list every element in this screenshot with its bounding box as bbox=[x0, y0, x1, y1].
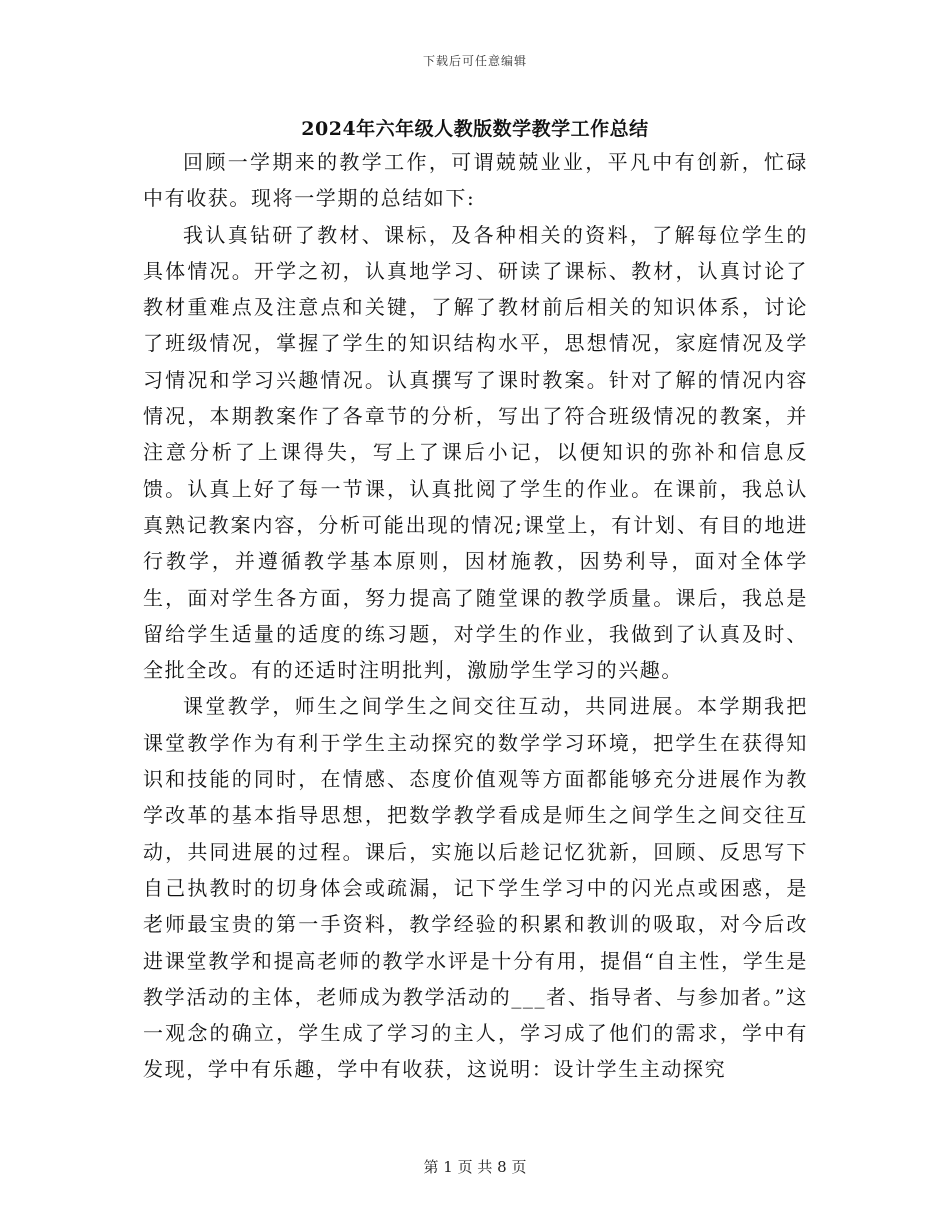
paragraph-classroom: 课堂教学，师生之间学生之间交往互动，共同进展。本学期我把课堂教学作为有利于学生主动探究的数学学习环境，把学生在获得知识和技能的同时，在情感、态度价值观等方面都能够充分进展作为教学改革的基本指导思想，把数学教学看成是师生之间学生之间交往互动，共同进展的过程。课后，实施以后趁记忆犹新，回顾、反思写下自己执教时的切身体会或疏漏，记下学生学习中的闪光点或困惑，是老师最宝贵的第一手资料，教学经验的积累和教训的吸取，对今后改进课堂教学和提高老师的教学水评是十分有用，提倡“自主性，学生是教学活动的主体，老师成为教学活动的___者、指导者、与参加者。”这一观念的确立，学生成了学习的主人，学习成了他们的需求，学中有发现，学中有乐趣，学中有收获，这说明：设计学生主动探究 bbox=[143, 694, 808, 1082]
page-number: 第 1 页 共 8 页 bbox=[423, 1158, 527, 1176]
paragraph-intro: 回顾一学期来的教学工作，可谓兢兢业业，平凡中有创新，忙碌中有收获。现将一学期的总结如下: bbox=[143, 150, 808, 211]
page-header-note: 下载后可任意编辑 bbox=[422, 54, 527, 68]
document-body bbox=[143, 144, 808, 1088]
paragraph-preparation: 我认真钻研了教材、课标，及各种相关的资料，了解每位学生的具体情况。开学之初，认真地学习、研读了课标、教材，认真讨论了教材重难点及注意点和关键，了解了教材前后相关的知识体系，讨论了班级情况，掌握了学生的知识结构水平，思想情况，家庭情况及学习情况和学习兴趣情况。认真撰写了课时教案。针对了解的情况内容情况，本期教案作了各章节的分析，写出了符合班级情况的教案，并注意分析了上课得失，写上了课后小记，以便知识的弥补和信息反馈。认真上好了每一节课，认真批阅了学生的作业。在课前，我总认真熟记教案内容，分析可能出现的情况;课堂上，有计划、有目的地进行教学，并遵循教学基本原则，因材施教，因势利导，面对全体学生，面对学生各方面，努力提高了随堂课的教学质量。课后，我总是留给学生适量的适度的练习题，对学生的作业，我做到了认真及时、全批全改。有的还适时注明批判，激励学生学习的兴趣。 bbox=[143, 222, 808, 683]
document-title: 2024年六年级人教版数学教学工作总结 bbox=[301, 118, 649, 140]
